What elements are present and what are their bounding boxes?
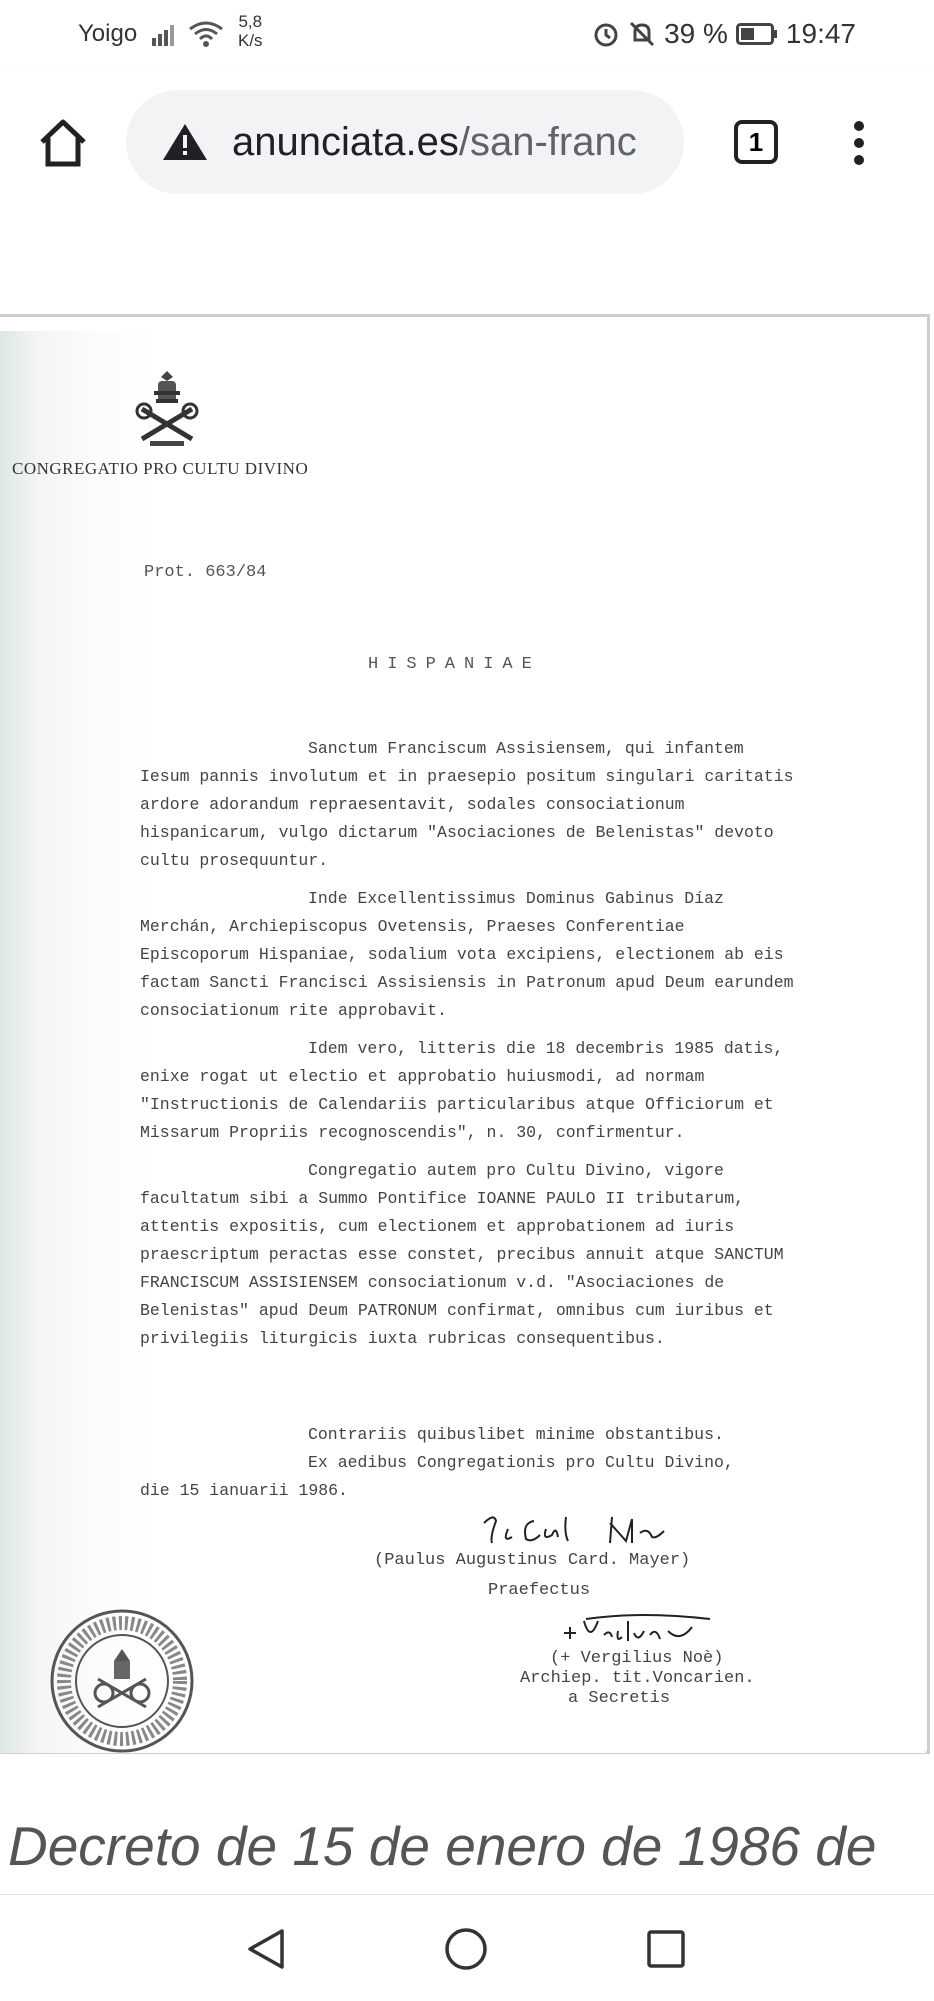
image-caption: Decreto de 15 de enero de 1986 de [8, 1815, 877, 1877]
signal-icon [152, 22, 178, 46]
speed-value: 5,8 [238, 12, 263, 31]
system-nav-bar [0, 1894, 934, 2001]
paragraph: Idem vero, litteris die 18 decembris 1985 datis, enixe rogat ut electio et approbatio huiusmodi, ad normam "Instructionis de Calendariis particularibus atque Officiorum et Missarum Propriis recognoscendis", n. 30, confirmentur. [140, 1039, 784, 1142]
browser-toolbar [0, 72, 934, 214]
protocol-number: Prot. 663/84 [144, 563, 267, 582]
paragraph: Sanctum Franciscum Assisiensem, qui infantem Iesum pannis involutum et in praesepio positum singulari caritatis ardore adorandum repraesentavit, sodales consociationum hispanicarum, vulgo dictarum "Asociaciones de Belenistas" devoto cultu prosequuntur. [140, 739, 794, 870]
recent-apps-icon[interactable] [646, 1929, 686, 1969]
scanned-decree [0, 331, 926, 1753]
document-header: CONGREGATIO PRO CULTU DIVINO [12, 459, 309, 478]
wifi-icon [188, 20, 224, 48]
paragraph: Congregatio autem pro Cultu Divino, vigore facultatum sibi a Summo Pontifice IOANNE PAULO II tributarum, attentis expositis, cum electionem et approbationem ad iuris praescriptum peractas esse constet, precibus annuit atque SANCTUM FRANCISCUM ASSISIENSEM consociationum v.d. "Asociaciones de Belenistas" apud Deum PATRONUM confirmat, omnibus cum iuribus et privilegiis liturgicis iuxta rubricas consequentibus. [140, 1161, 784, 1348]
document-image[interactable] [0, 314, 930, 1754]
closing-line: Contrariis quibuslibet minime obstantibus. [308, 1425, 724, 1444]
closing-line: Ex aedibus Congregationis pro Cultu Divino, [308, 1453, 734, 1472]
page-content [0, 214, 934, 1894]
papal-crest-icon [130, 367, 204, 449]
url-domain: anunciata.es [232, 119, 459, 164]
back-icon[interactable] [246, 1927, 286, 1971]
signer-role: Praefectus [488, 1581, 591, 1600]
status-bar [0, 0, 934, 72]
address-bar[interactable] [126, 90, 684, 194]
alarm-icon [592, 20, 620, 48]
speed-unit: K/s [238, 31, 263, 50]
signature-text: P.A. Card. Mayer [480, 1509, 490, 1510]
paragraph: Inde Excellentissimus Dominus Gabinus Díaz Merchán, Archiepiscopus Ovetensis, Praeses Conferentiae Episcoporum Hispaniae, sodalium vota excipiens, electionem ab eis factam Sancti Francisci Assisiensis in Patronum apud Deum earundem consociationum rite approbavit. [140, 889, 794, 1020]
prefect-signature [480, 1509, 670, 1549]
status-right [592, 18, 856, 50]
battery-percent: 39 % [664, 18, 728, 49]
signer-name: (Paulus Augustinus Card. Mayer) [374, 1551, 691, 1570]
secretary-signature [560, 1613, 720, 1649]
document-closing [140, 1421, 800, 1505]
url-path: /san-franc [458, 119, 637, 164]
battery-icon [736, 23, 778, 45]
document-heading: HISPANIAE [368, 655, 541, 674]
home-icon[interactable] [36, 116, 90, 170]
home-circle-icon[interactable] [444, 1927, 488, 1971]
tab-switcher-button[interactable]: 1 [734, 120, 778, 164]
document-body [140, 735, 800, 1363]
network-speed [238, 12, 263, 50]
more-options-icon[interactable] [852, 120, 866, 166]
official-seal-icon [48, 1607, 196, 1755]
clock: 19:47 [785, 18, 856, 49]
secretary-name: (+ Vergilius Noè) [550, 1649, 724, 1668]
carrier-name: Yoigo [78, 20, 138, 47]
warning-icon[interactable] [162, 122, 208, 162]
mute-icon [628, 20, 656, 48]
secretary-role: a Secretis [568, 1689, 671, 1708]
url-text[interactable] [232, 120, 637, 165]
closing-date: die 15 ianuarii 1986. [140, 1481, 348, 1500]
secretary-block [520, 1649, 755, 1709]
secretary-title: Archiep. tit.Voncarien. [520, 1669, 755, 1688]
